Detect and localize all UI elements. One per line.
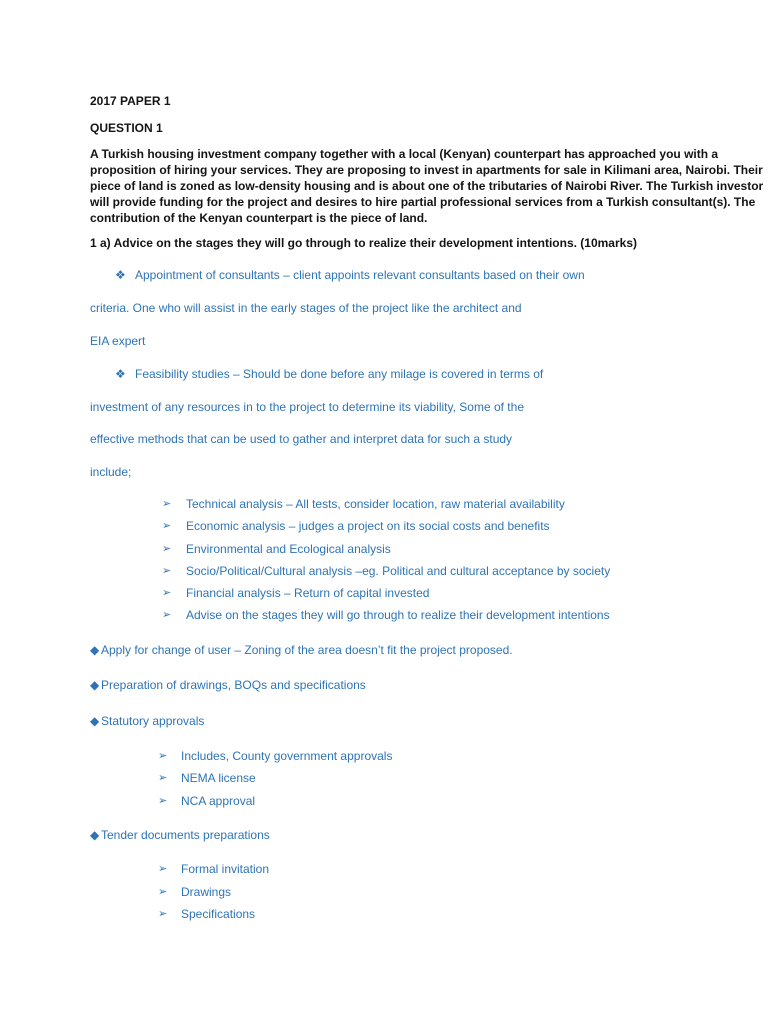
drawings-preparation: Preparation of drawings, BOQs and specifications (101, 678, 366, 692)
question-title: QUESTION 1 (90, 121, 163, 135)
list-item: Formal invitation (181, 862, 270, 876)
arrow-bullet-icon: ➢ (158, 772, 168, 784)
intro-line-1: A Turkish housing investment company together with a local (Kenyan) counterpart has approached you with a (90, 147, 719, 161)
arrow-bullet-icon: ➢ (162, 565, 172, 577)
statutory-approvals: Statutory approvals (101, 714, 205, 728)
list-item: Technical analysis – All tests, consider location, raw material availability (186, 497, 565, 511)
arrow-bullet-icon: ➢ (162, 498, 172, 510)
paper-title: 2017 PAPER 1 (90, 94, 171, 108)
arrow-bullet-icon: ➢ (158, 863, 168, 875)
list-item: Specifications (181, 907, 256, 921)
solid-diamond-icon: ◆ (90, 678, 100, 692)
solid-diamond-icon: ◆ (90, 828, 100, 842)
feasibility-line-3: effective methods that can be used to gather and interpret data for such a study (90, 432, 513, 446)
arrow-bullet-icon: ➢ (162, 520, 172, 532)
arrow-bullet-icon: ➢ (162, 609, 172, 621)
feasibility-line-2: investment of any resources in to the project to determine its viability, Some of the (90, 400, 524, 414)
fancy-diamond-icon: ❖ (115, 367, 126, 381)
appointment-line-1: Appointment of consultants – client appoints relevant consultants based on their own (135, 268, 585, 282)
question-1a: 1 a) Advice on the stages they will go through to realize their development intentions. (10marks) (90, 236, 637, 250)
feasibility-line-4: include; (90, 465, 132, 479)
list-item: Advise on the stages they will go through to realize their development intentions (186, 608, 610, 622)
list-item: Financial analysis – Return of capital invested (186, 586, 430, 600)
arrow-bullet-icon: ➢ (162, 587, 172, 599)
arrow-bullet-icon: ➢ (162, 543, 172, 555)
change-of-user: Apply for change of user – Zoning of the area doesn’t fit the project proposed. (101, 643, 513, 657)
list-item: NEMA license (181, 771, 256, 785)
list-item: NCA approval (181, 794, 256, 808)
list-item: Drawings (181, 885, 232, 899)
list-item: Economic analysis – judges a project on its social costs and benefits (186, 519, 550, 533)
feasibility-line-1: Feasibility studies – Should be done before any milage is covered in terms of (135, 367, 544, 381)
arrow-bullet-icon: ➢ (158, 750, 168, 762)
tender-documents: Tender documents preparations (101, 828, 270, 842)
arrow-bullet-icon: ➢ (158, 908, 168, 920)
intro-line-2: proposition of hiring your services. They are proposing to invest in apartments for sale in Kilimani area, Nairobi. Their (90, 163, 763, 177)
list-item: Includes, County government approvals (181, 749, 393, 763)
appointment-line-3: EIA expert (90, 334, 146, 348)
arrow-bullet-icon: ➢ (158, 795, 168, 807)
fancy-diamond-icon: ❖ (115, 268, 126, 282)
appointment-line-2: criteria. One who will assist in the early stages of the project like the architect and (90, 301, 522, 315)
solid-diamond-icon: ◆ (90, 643, 100, 657)
intro-line-3: piece of land is zoned as low-density housing and is about one of the tributaries of Nairobi River. The Turkish investor (90, 179, 764, 193)
list-item: Environmental and Ecological analysis (186, 542, 391, 556)
list-item: Socio/Political/Cultural analysis –eg. Political and cultural acceptance by society (186, 564, 611, 578)
arrow-bullet-icon: ➢ (158, 886, 168, 898)
intro-line-5: contribution of the Kenyan counterpart is the piece of land. (90, 211, 428, 225)
intro-line-4: will provide funding for the project and desires to hire partial professional services from a Turkish consultant(s). The (90, 195, 756, 209)
solid-diamond-icon: ◆ (90, 714, 100, 728)
